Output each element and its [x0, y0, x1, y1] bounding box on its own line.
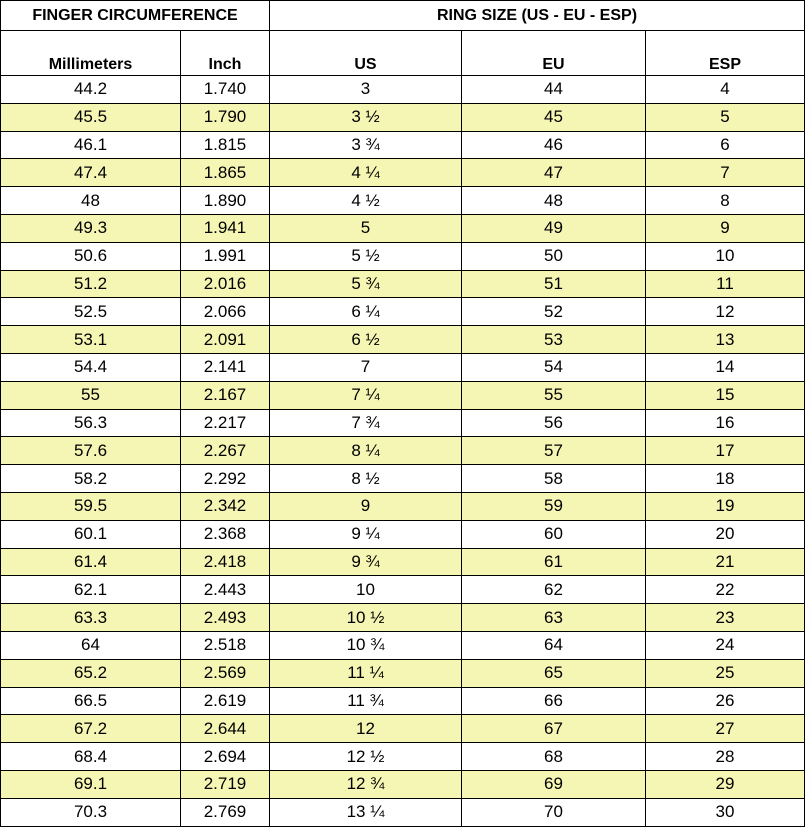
inch-cell: 2.493: [181, 604, 270, 632]
millimeters-cell: 63.3: [1, 604, 181, 632]
inch-cell: 2.644: [181, 715, 270, 743]
table-row: [1, 326, 805, 354]
us-size-cell: 7: [270, 353, 462, 381]
ring-size-header: RING SIZE (US - EU - ESP): [270, 1, 805, 31]
us-size-cell: 9: [270, 492, 462, 520]
millimeters-cell: 56.3: [1, 409, 181, 437]
us-size-cell: 6 ¼: [270, 298, 462, 326]
esp-size-cell: 21: [646, 548, 805, 576]
millimeters-cell: 64: [1, 631, 181, 659]
table-row: [1, 520, 805, 548]
us-column-header: US: [270, 31, 462, 76]
inch-cell: 2.719: [181, 770, 270, 798]
inch-cell: 2.167: [181, 381, 270, 409]
inch-cell: 1.740: [181, 76, 270, 104]
eu-size-cell: 70: [462, 798, 646, 826]
esp-size-cell: 20: [646, 520, 805, 548]
millimeters-cell: 53.1: [1, 326, 181, 354]
eu-size-cell: 66: [462, 687, 646, 715]
us-size-cell: 5 ¾: [270, 270, 462, 298]
finger-circumference-header: FINGER CIRCUMFERENCE: [1, 1, 270, 31]
esp-size-cell: 23: [646, 604, 805, 632]
us-size-cell: 11 ¼: [270, 659, 462, 687]
table-row: [1, 576, 805, 604]
esp-size-cell: 19: [646, 492, 805, 520]
inch-column-header: Inch: [181, 31, 270, 76]
esp-size-cell: 28: [646, 743, 805, 771]
us-size-cell: 4 ½: [270, 187, 462, 215]
table-row: [1, 381, 805, 409]
table-row: [1, 659, 805, 687]
esp-size-cell: 9: [646, 214, 805, 242]
esp-size-cell: 14: [646, 353, 805, 381]
millimeters-cell: 46.1: [1, 131, 181, 159]
millimeters-cell: 58.2: [1, 465, 181, 493]
eu-size-cell: 49: [462, 214, 646, 242]
eu-size-cell: 65: [462, 659, 646, 687]
esp-size-cell: 27: [646, 715, 805, 743]
us-size-cell: 3 ½: [270, 103, 462, 131]
inch-cell: 2.694: [181, 743, 270, 771]
table-row: [1, 492, 805, 520]
table-row: [1, 604, 805, 632]
esp-size-cell: 8: [646, 187, 805, 215]
millimeters-cell: 51.2: [1, 270, 181, 298]
eu-size-cell: 46: [462, 131, 646, 159]
eu-size-cell: 61: [462, 548, 646, 576]
us-size-cell: 6 ½: [270, 326, 462, 354]
table-row: [1, 159, 805, 187]
inch-cell: 2.769: [181, 798, 270, 826]
esp-size-cell: 7: [646, 159, 805, 187]
eu-size-cell: 67: [462, 715, 646, 743]
inch-cell: 1.941: [181, 214, 270, 242]
millimeters-cell: 62.1: [1, 576, 181, 604]
table-row: [1, 465, 805, 493]
esp-size-cell: 30: [646, 798, 805, 826]
millimeters-cell: 70.3: [1, 798, 181, 826]
inch-cell: 2.619: [181, 687, 270, 715]
us-size-cell: 8 ¼: [270, 437, 462, 465]
table-row: [1, 770, 805, 798]
inch-cell: 2.342: [181, 492, 270, 520]
esp-size-cell: 26: [646, 687, 805, 715]
eu-size-cell: 62: [462, 576, 646, 604]
inch-cell: 1.865: [181, 159, 270, 187]
inch-cell: 2.443: [181, 576, 270, 604]
table-row: [1, 76, 805, 104]
millimeters-cell: 68.4: [1, 743, 181, 771]
table-row: [1, 715, 805, 743]
inch-cell: 1.890: [181, 187, 270, 215]
table-row: [1, 270, 805, 298]
table-row: [1, 743, 805, 771]
table-row: [1, 214, 805, 242]
millimeters-cell: 49.3: [1, 214, 181, 242]
millimeters-cell: 59.5: [1, 492, 181, 520]
eu-size-cell: 59: [462, 492, 646, 520]
millimeters-cell: 52.5: [1, 298, 181, 326]
table-row: [1, 187, 805, 215]
eu-size-cell: 58: [462, 465, 646, 493]
inch-cell: 2.368: [181, 520, 270, 548]
eu-size-cell: 50: [462, 242, 646, 270]
inch-cell: 1.790: [181, 103, 270, 131]
eu-size-cell: 45: [462, 103, 646, 131]
inch-cell: 1.991: [181, 242, 270, 270]
millimeters-cell: 44.2: [1, 76, 181, 104]
table-row: [1, 131, 805, 159]
table-row: [1, 687, 805, 715]
esp-size-cell: 11: [646, 270, 805, 298]
us-size-cell: 12 ¾: [270, 770, 462, 798]
millimeters-cell: 45.5: [1, 103, 181, 131]
eu-size-cell: 63: [462, 604, 646, 632]
us-size-cell: 11 ¾: [270, 687, 462, 715]
esp-size-cell: 10: [646, 242, 805, 270]
millimeters-cell: 50.6: [1, 242, 181, 270]
esp-size-cell: 12: [646, 298, 805, 326]
us-size-cell: 10: [270, 576, 462, 604]
us-size-cell: 13 ¼: [270, 798, 462, 826]
millimeters-cell: 69.1: [1, 770, 181, 798]
esp-size-cell: 17: [646, 437, 805, 465]
column-header-row: [1, 31, 805, 76]
eu-size-cell: 57: [462, 437, 646, 465]
eu-size-cell: 54: [462, 353, 646, 381]
inch-cell: 2.066: [181, 298, 270, 326]
inch-cell: 2.569: [181, 659, 270, 687]
table-row: [1, 409, 805, 437]
us-size-cell: 9 ¾: [270, 548, 462, 576]
inch-cell: 1.815: [181, 131, 270, 159]
eu-size-cell: 68: [462, 743, 646, 771]
millimeters-cell: 67.2: [1, 715, 181, 743]
esp-size-cell: 24: [646, 631, 805, 659]
table-row: [1, 437, 805, 465]
millimeters-cell: 55: [1, 381, 181, 409]
esp-size-cell: 16: [646, 409, 805, 437]
table-body: [1, 76, 805, 827]
eu-size-cell: 55: [462, 381, 646, 409]
eu-size-cell: 51: [462, 270, 646, 298]
table-row: [1, 242, 805, 270]
us-size-cell: 3 ¾: [270, 131, 462, 159]
eu-size-cell: 47: [462, 159, 646, 187]
header-group-row: [1, 1, 805, 31]
millimeters-cell: 54.4: [1, 353, 181, 381]
esp-size-cell: 6: [646, 131, 805, 159]
us-size-cell: 10 ½: [270, 604, 462, 632]
inch-cell: 2.518: [181, 631, 270, 659]
eu-size-cell: 69: [462, 770, 646, 798]
us-size-cell: 3: [270, 76, 462, 104]
inch-cell: 2.016: [181, 270, 270, 298]
us-size-cell: 12: [270, 715, 462, 743]
esp-size-cell: 15: [646, 381, 805, 409]
eu-size-cell: 44: [462, 76, 646, 104]
esp-size-cell: 25: [646, 659, 805, 687]
table-row: [1, 798, 805, 826]
us-size-cell: 8 ½: [270, 465, 462, 493]
eu-size-cell: 53: [462, 326, 646, 354]
esp-size-cell: 13: [646, 326, 805, 354]
millimeters-column-header: Millimeters: [1, 31, 181, 76]
inch-cell: 2.141: [181, 353, 270, 381]
us-size-cell: 9 ¼: [270, 520, 462, 548]
eu-size-cell: 52: [462, 298, 646, 326]
us-size-cell: 5: [270, 214, 462, 242]
inch-cell: 2.418: [181, 548, 270, 576]
inch-cell: 2.267: [181, 437, 270, 465]
eu-size-cell: 48: [462, 187, 646, 215]
inch-cell: 2.091: [181, 326, 270, 354]
us-size-cell: 7 ¾: [270, 409, 462, 437]
table-row: [1, 548, 805, 576]
millimeters-cell: 66.5: [1, 687, 181, 715]
inch-cell: 2.292: [181, 465, 270, 493]
millimeters-cell: 47.4: [1, 159, 181, 187]
eu-column-header: EU: [462, 31, 646, 76]
us-size-cell: 7 ¼: [270, 381, 462, 409]
millimeters-cell: 48: [1, 187, 181, 215]
table-row: [1, 631, 805, 659]
eu-size-cell: 60: [462, 520, 646, 548]
esp-column-header: ESP: [646, 31, 805, 76]
us-size-cell: 10 ¾: [270, 631, 462, 659]
table-row: [1, 353, 805, 381]
table-row: [1, 103, 805, 131]
eu-size-cell: 56: [462, 409, 646, 437]
millimeters-cell: 61.4: [1, 548, 181, 576]
table-row: [1, 298, 805, 326]
us-size-cell: 5 ½: [270, 242, 462, 270]
esp-size-cell: 22: [646, 576, 805, 604]
esp-size-cell: 4: [646, 76, 805, 104]
millimeters-cell: 60.1: [1, 520, 181, 548]
millimeters-cell: 65.2: [1, 659, 181, 687]
us-size-cell: 4 ¼: [270, 159, 462, 187]
inch-cell: 2.217: [181, 409, 270, 437]
esp-size-cell: 18: [646, 465, 805, 493]
esp-size-cell: 5: [646, 103, 805, 131]
us-size-cell: 12 ½: [270, 743, 462, 771]
esp-size-cell: 29: [646, 770, 805, 798]
eu-size-cell: 64: [462, 631, 646, 659]
millimeters-cell: 57.6: [1, 437, 181, 465]
